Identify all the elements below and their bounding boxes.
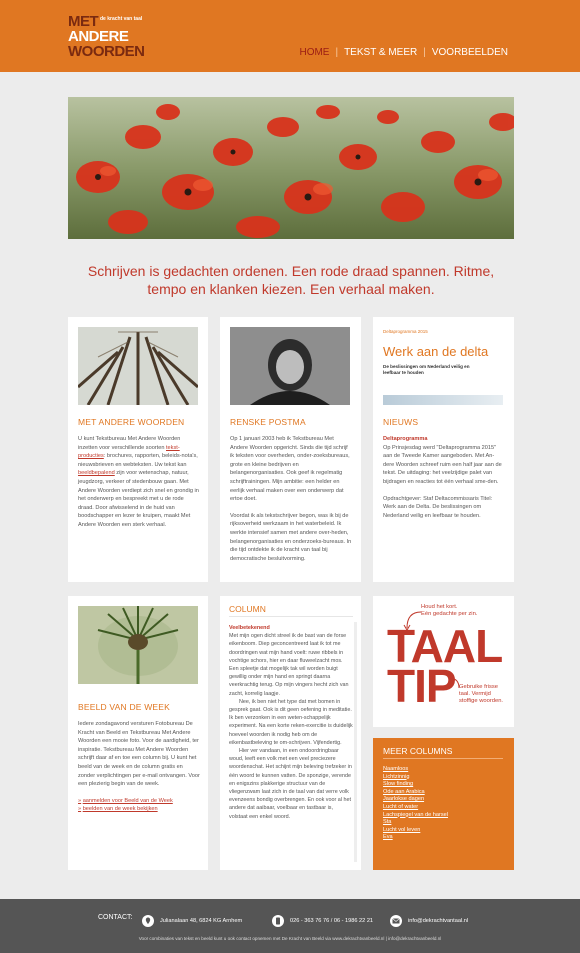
card-title: BEELD VAN DE WEEK <box>78 702 171 712</box>
card-title: RENSKE POSTMA <box>230 417 306 427</box>
column-paragraph: Hier ver vandaan, in een ondoordringbaar woud, leeft een volk met een veel preciezere woordenschat. Het schijnt mijn beleving trefzeker in één woord te kunnen vatten. De sponzige, verende en enigszins plakkerige structuur van de vliegenzwam laat zich in de taal van dat verre volk evenzeens bondig overbrengen. En ook voor al het andere dat aaibaar, voelbaar en tastbaar is, volstaat een enkel woord. <box>229 748 352 820</box>
site-logo[interactable] <box>68 14 158 60</box>
card-paragraph: Opdrachtgever: Staf Deltacommissaris Titel: Werk aan de Delta. De beslissingen om Nederland veilig en leefbaar te houden. <box>383 495 493 519</box>
column-link[interactable]: Lucht of water <box>383 803 419 810</box>
footer-address-text: Julianalaan 48, 6824 KG Arnhem <box>160 918 243 924</box>
column-link[interactable]: Lichtzinnig <box>383 773 410 780</box>
column-link[interactable]: Naamloos <box>383 766 409 772</box>
column-paragraph: Met mijn ogen dicht streel ik de bast van de forse eikenboom. Diep geconcentreerd laat ik tot me doordringen wat mijn hand voelt: ruwe ribbels in vochtige schors, hier en daar fluweelzacht mos. Een spleetje dat mogelijk tak wil worden buigt gewillig onder mijn hand en springt daarna veerkrachtig terug. Op mijn vingers hecht zich van zacht, korrelig laagje. <box>229 633 349 697</box>
card-body <box>78 720 200 814</box>
footer-address <box>142 915 242 927</box>
card-body <box>230 435 352 563</box>
taaltip-top-line1: Houd het kort. <box>421 604 458 610</box>
taaltip-heading-1: TAAL <box>387 620 503 672</box>
aanmelden-link[interactable]: aanmelden voor Beeld van de Week <box>82 797 173 804</box>
column-subhead: Veelbetekenend <box>229 625 270 631</box>
hero-poppies-image <box>68 97 514 239</box>
phone-icon <box>272 915 284 927</box>
bekijken-row <box>78 805 200 814</box>
column-link[interactable]: Jaarlokse dagen <box>383 796 425 803</box>
more-columns-list <box>383 766 448 842</box>
card-paragraph: Op Prinsjesdag werd "Deltaprogramma 2015" aan de Tweede Kamer aangeboden. Met An-dere Woorden schreef ruim een half jaar aan de tekst. De uitdaging: het veelzijdige palet van bijdragen en reacties tot één verhaal sme-den. <box>383 444 502 485</box>
taaltip-bottom-line3: stoffige woorden. <box>459 698 504 704</box>
trees-image <box>78 327 198 405</box>
card-body <box>78 435 200 530</box>
logo-line-2: ANDERE <box>68 28 129 45</box>
delta-cover-strip <box>383 395 503 405</box>
card-column <box>220 596 361 870</box>
footer-phone-text: 026 - 363 76 76 / 06 - 1986 22 21 <box>290 918 374 924</box>
site-footer <box>0 899 580 953</box>
logo-tagline: de kracht van taal <box>100 16 143 22</box>
card-title: MET ANDERE WOORDEN <box>78 417 185 427</box>
arrow-icon: » <box>78 797 82 804</box>
location-pin-icon <box>142 915 154 927</box>
card-text: zijn voor wetenschap, natuur, jeugdzorg, verkeer of stedenbouw gaan. Met Andere Woorden verdiept zich snel en grondig in het onderwerp en bespreekt met u de rode draad. Door afwisselend in de huid van boodschapper en lezer te kruipen, maakt Met Andere Woorden een sterk verhaal. <box>78 470 199 528</box>
divider <box>229 616 353 617</box>
card-paragraph: Op 1 januari 2003 heb ik Tekstbureau Met Andere Woorden opgericht. Sinds die tijd schrijf ik teksten voor overheden, onder-zoeksbureaus, grote en kleine bedrijven en belangenorganisaties. Ook geef ik regelmatig schrijftrainingen. Mijn ambitie: een helder en eerlijk verhaal maken over een onderwerp dat ertoe doet. <box>230 436 350 503</box>
nav-separator: | <box>335 47 339 58</box>
tekstproducties-link[interactable]: tekst-producties <box>78 444 180 460</box>
main-nav <box>293 47 514 58</box>
column-link[interactable]: Ode aan Arabica <box>383 788 425 795</box>
nav-home[interactable]: HOME <box>299 47 330 58</box>
taaltip-heading-2: TIP <box>387 660 456 712</box>
card-text: U kunt Tekstbureau Met Andere Woorden inzetten voor verschillende soorten <box>78 436 181 451</box>
nav-tekst-meer[interactable]: TEKST & MEER <box>344 47 418 58</box>
site-header <box>0 0 580 72</box>
nav-voorbeelden[interactable]: VOORBEELDEN <box>431 47 508 58</box>
card-beeld-van-de-week <box>68 596 208 870</box>
portrait-image <box>230 327 350 405</box>
card-title: NIEUWS <box>383 417 419 427</box>
delta-cover-title: Werk aan de delta <box>383 344 489 359</box>
news-subhead: Deltaprogramma <box>383 436 428 442</box>
tagline-quote: Schrijven is gedachten ordenen. Een rode draad spannen. Ritme, tempo en klanken kiezen. Een verhaal maken. <box>87 263 495 297</box>
column-body <box>229 624 353 821</box>
aanmelden-row <box>78 797 200 806</box>
column-link[interactable]: Slow finding <box>383 781 414 788</box>
card-paragraph: Iedere zondagavond versturen Fotobureau De Kracht van Beeld en Tekstbureau Met Andere Woorden een mooie foto. Voor de aardigheid, ter inspiratie. Tekstbureau Met Andere Woorden schrijft daar af en toe een column bij. U kunt het beeld van de week en de column gratis en zonder verplichtingen per e-mail ontvangen. Voor een plezierig begin van de week. <box>78 721 200 788</box>
mail-icon <box>390 915 402 927</box>
column-link[interactable]: Sta <box>383 819 392 826</box>
card-body <box>383 435 505 520</box>
flower-image <box>78 606 198 684</box>
taaltip-bottom-line1: Gebruike frisse <box>459 684 498 690</box>
card-text: : brochures, rapporten, beleids-nota's, nieuwsbrieven en webteksten. Uw tekst kan <box>78 453 198 468</box>
card-title: COLUMN <box>229 604 266 614</box>
delta-cover-image <box>383 327 503 405</box>
card-met-andere-woorden <box>68 317 208 582</box>
taaltip-card <box>373 596 514 727</box>
column-scrollbar[interactable] <box>354 622 357 862</box>
card-paragraph: Voordat ik als tekstschrijver begon, was ik bij de rijksoverheid werkzaam in het waterbeleid. Ik werkte intensief samen met andere over-heden, belangenorganisaties en onderzoeks-bureaus. In die tijd ontdekte ik de kracht van taal bij democratische besluitvorming. <box>230 512 352 562</box>
logo-line-3: WOORDEN <box>68 43 145 60</box>
column-link[interactable]: Lachspiegel van de harsel <box>383 811 448 818</box>
card-title: MEER COLUMNS <box>383 746 453 756</box>
delta-cover-label: Deltaprogramma 2015 <box>383 329 428 334</box>
footer-phone <box>272 915 373 927</box>
taaltip-bottom-line2: taal. Vermijd <box>459 691 491 697</box>
card-renske-postma <box>220 317 361 582</box>
bekijken-link[interactable]: beelden van de week bekijken <box>82 806 158 813</box>
column-link[interactable]: Eva <box>383 834 393 841</box>
beeldbepalend-link[interactable]: beeldbepalend <box>78 470 115 477</box>
nav-separator: | <box>423 47 426 58</box>
footer-bottom-text: Voor combinaties van tekst en beeld kunt u ook contact opnemen met De Kracht van Beeld via www.dekrachtvanbeeld.nl | info@dekrachtvanbeeld.nl <box>138 936 442 941</box>
taaltip-top-line2: Eén gedachte per zin. <box>421 611 478 617</box>
column-link[interactable]: Lucht vol leven <box>383 826 421 833</box>
divider <box>383 758 503 759</box>
footer-contact-label: CONTACT: <box>98 914 133 921</box>
arrow-icon: » <box>78 806 82 813</box>
footer-email-link[interactable]: info@dekrachtvantaal.nl <box>408 918 469 924</box>
more-columns-card <box>373 738 514 870</box>
card-nieuws <box>373 317 514 582</box>
footer-email <box>390 915 468 927</box>
column-paragraph: Nee, ik ben niet het type dat met bomen in gesprek gaat. Ook is dit geen oefening in meditatie. Ik ben verzonken in een weten-schappelijk experiment. Na een korte reken-exercitie is duidelijk hoeveel woorden ik nodig heb om de eikenbastbeleving te om-schrijven. Vijfendertig. <box>229 698 353 746</box>
delta-cover-subtitle: De beslissingen om Nederland veilig en leefbaar te houden <box>383 364 470 375</box>
logo-line-1: MET <box>68 13 99 30</box>
